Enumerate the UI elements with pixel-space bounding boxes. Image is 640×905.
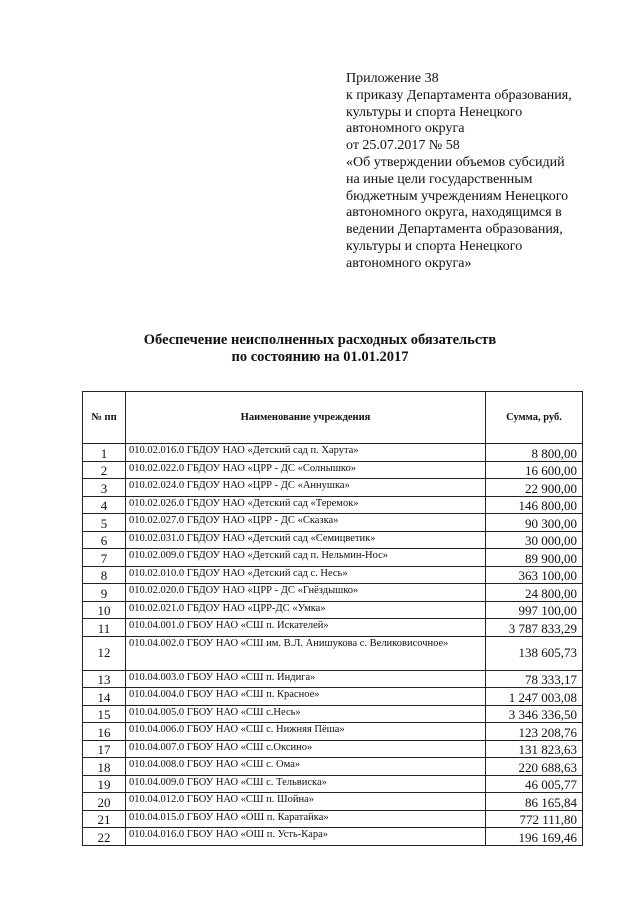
row-sum: 3 787 833,29	[486, 619, 583, 637]
row-sum: 89 900,00	[486, 549, 583, 567]
header-name: Наименование учреждения	[126, 392, 486, 444]
row-num: 1	[83, 444, 126, 462]
row-sum: 196 169,46	[486, 828, 583, 846]
row-sum: 363 100,00	[486, 566, 583, 584]
row-name: 010.04.007.0 ГБОУ НАО «СШ с.Оксино»	[126, 740, 486, 758]
row-num: 21	[83, 810, 126, 828]
document-title	[0, 332, 640, 366]
row-name: 010.04.016.0 ГБОУ НАО «ОШ п. Усть-Кара»	[126, 828, 486, 846]
header-num: № пп	[83, 392, 126, 444]
row-sum: 90 300,00	[486, 514, 583, 532]
table-row	[83, 461, 583, 479]
table-row	[83, 566, 583, 584]
row-num: 15	[83, 705, 126, 723]
appendix-line: культуры и спорта Ненецкого	[346, 104, 523, 120]
row-num: 16	[83, 723, 126, 741]
row-num: 13	[83, 670, 126, 688]
row-name: 010.02.016.0 ГБДОУ НАО «Детский сад п. Харута»	[126, 444, 486, 462]
table-row	[83, 531, 583, 549]
row-sum: 46 005,77	[486, 775, 583, 793]
row-sum: 772 111,80	[486, 810, 583, 828]
appendix-line: «Об утверждении объемов субсидий	[346, 154, 565, 170]
table-row	[83, 549, 583, 567]
appendix-line: автономного округа»	[346, 255, 472, 271]
row-name: 010.02.027.0 ГБДОУ НАО «ЦРР - ДС «Сказка»	[126, 514, 486, 532]
row-sum: 138 605,73	[486, 636, 583, 670]
row-sum: 997 100,00	[486, 601, 583, 619]
row-sum: 146 800,00	[486, 496, 583, 514]
obligations-table	[82, 391, 583, 846]
table-row	[83, 828, 583, 846]
row-name: 010.02.009.0 ГБДОУ НАО «Детский сад п. Нельмин-Нос»	[126, 549, 486, 567]
appendix-line: на иные цели государственным	[346, 171, 533, 187]
row-num: 3	[83, 479, 126, 497]
table-row	[83, 444, 583, 462]
row-sum: 1 247 003,08	[486, 688, 583, 706]
title-line-1: Обеспечение неисполненных расходных обязательств	[143, 332, 497, 348]
table-row	[83, 740, 583, 758]
appendix-line: Приложение 38	[346, 71, 439, 86]
row-sum: 30 000,00	[486, 531, 583, 549]
row-name: 010.02.020.0 ГБДОУ НАО «ЦРР - ДС «Гнёздышко»	[126, 584, 486, 602]
title-line-2: по состоянию на 01.01.2017	[231, 349, 409, 365]
row-num: 22	[83, 828, 126, 846]
row-num: 8	[83, 566, 126, 584]
appendix-line: бюджетным учреждениям Ненецкого	[346, 188, 569, 204]
row-name: 010.04.003.0 ГБОУ НАО «СШ п. Индига»	[126, 670, 486, 688]
row-sum: 131 823,63	[486, 740, 583, 758]
row-name: 010.02.022.0 ГБДОУ НАО «ЦРР - ДС «Солнышко»	[126, 461, 486, 479]
table-row	[83, 723, 583, 741]
appendix-line: автономного округа, находящимся в	[346, 205, 562, 221]
row-name: 010.04.012.0 ГБОУ НАО «СШ п. Шойна»	[126, 793, 486, 811]
table-row	[83, 758, 583, 776]
row-num: 18	[83, 758, 126, 776]
appendix-line: к приказу Департамента образования,	[346, 87, 572, 103]
row-num: 6	[83, 531, 126, 549]
row-name: 010.04.002.0 ГБОУ НАО «СШ им. В.Л. Анишукова с. Великовисочное»	[126, 636, 486, 670]
row-num: 12	[83, 636, 126, 670]
table-row	[83, 584, 583, 602]
row-sum: 3 346 336,50	[486, 705, 583, 723]
row-sum: 24 800,00	[486, 584, 583, 602]
row-num: 20	[83, 793, 126, 811]
row-num: 4	[83, 496, 126, 514]
row-name: 010.04.006.0 ГБОУ НАО «СШ с. Нижняя Пёша»	[126, 723, 486, 741]
table-header-row	[83, 392, 583, 444]
header-sum: Сумма, руб.	[486, 392, 583, 444]
row-num: 19	[83, 775, 126, 793]
row-name: 010.02.024.0 ГБДОУ НАО «ЦРР - ДС «Аннушка»	[126, 479, 486, 497]
row-sum: 78 333,17	[486, 670, 583, 688]
table-row	[83, 670, 583, 688]
row-sum: 86 165,84	[486, 793, 583, 811]
row-num: 14	[83, 688, 126, 706]
appendix-line: культуры и спорта Ненецкого	[346, 238, 523, 254]
table-row	[83, 793, 583, 811]
table-row	[83, 636, 583, 670]
appendix-line: от 25.07.2017 № 58	[346, 138, 460, 154]
table-row	[83, 514, 583, 532]
row-sum: 16 600,00	[486, 461, 583, 479]
table-row	[83, 688, 583, 706]
table-row	[83, 601, 583, 619]
row-name: 010.04.005.0 ГБОУ НАО «СШ с.Несь»	[126, 705, 486, 723]
row-name: 010.02.010.0 ГБДОУ НАО «Детский сад с. Несь»	[126, 566, 486, 584]
row-num: 17	[83, 740, 126, 758]
table-row	[83, 619, 583, 637]
row-name: 010.04.004.0 ГБОУ НАО «СШ п. Красное»	[126, 688, 486, 706]
row-sum: 22 900,00	[486, 479, 583, 497]
row-num: 10	[83, 601, 126, 619]
row-num: 5	[83, 514, 126, 532]
row-name: 010.02.026.0 ГБДОУ НАО «Детский сад «Теремок»	[126, 496, 486, 514]
row-name: 010.04.001.0 ГБОУ НАО «СШ п. Искателей»	[126, 619, 486, 637]
row-num: 11	[83, 619, 126, 637]
row-sum: 123 208,76	[486, 723, 583, 741]
row-name: 010.04.008.0 ГБОУ НАО «СШ с. Ома»	[126, 758, 486, 776]
row-sum: 8 800,00	[486, 444, 583, 462]
appendix-line: автономного округа	[346, 121, 465, 137]
row-num: 9	[83, 584, 126, 602]
row-num: 2	[83, 461, 126, 479]
table-row	[83, 810, 583, 828]
table-row	[83, 705, 583, 723]
row-name: 010.04.015.0 ГБОУ НАО «ОШ п. Каратайка»	[126, 810, 486, 828]
table-row	[83, 479, 583, 497]
appendix-header	[346, 71, 606, 273]
row-name: 010.02.021.0 ГБДОУ НАО «ЦРР-ДС «Умка»	[126, 601, 486, 619]
appendix-line: ведении Департамента образования,	[346, 222, 563, 238]
row-sum: 220 688,63	[486, 758, 583, 776]
row-num: 7	[83, 549, 126, 567]
table-row	[83, 775, 583, 793]
row-name: 010.02.031.0 ГБДОУ НАО «Детский сад «Семицветик»	[126, 531, 486, 549]
row-name: 010.04.009.0 ГБОУ НАО «СШ с. Тельвиска»	[126, 775, 486, 793]
table-row	[83, 496, 583, 514]
